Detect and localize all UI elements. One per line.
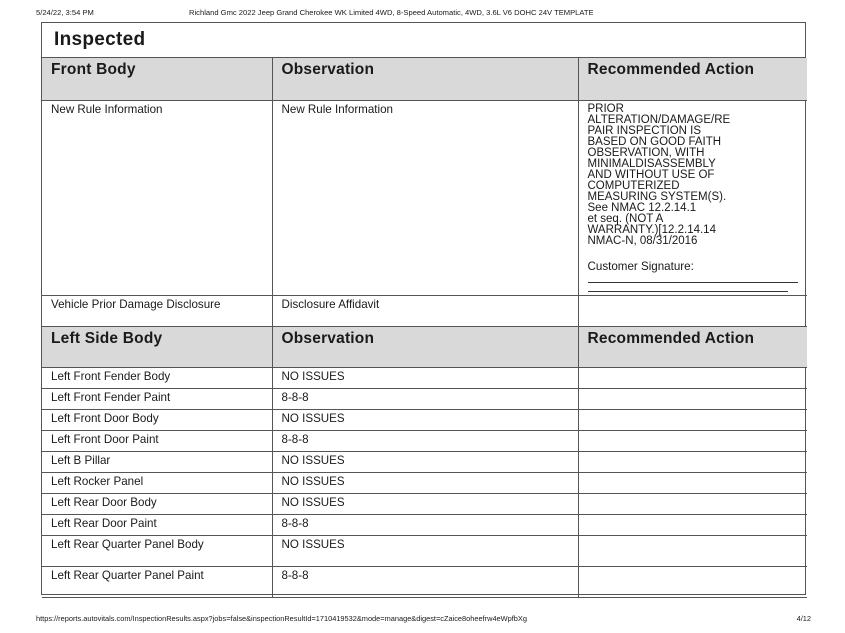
item-cell: New Rule Information [42, 100, 272, 295]
signature-line [588, 291, 788, 292]
recommended-action-cell [578, 430, 807, 451]
table-row [42, 388, 807, 409]
observation-cell: 8-8-8 [272, 388, 578, 409]
item-cell: Left Front Fender Body [42, 367, 272, 388]
front-body-header-row [42, 58, 807, 100]
observation-cell: NO ISSUES [272, 472, 578, 493]
source-url: https://reports.autovitals.com/InspectionResults.aspx?jobs=false&inspectionResultId=1710419532&mode=manage&digest=cZaice8oheefrw4eWpfbXg [36, 614, 527, 623]
item-cell: Vehicle Prior Damage Disclosure [42, 295, 272, 326]
recommended-action-cell [578, 388, 807, 409]
inspection-report [41, 22, 806, 595]
column-header-recommended-action: Recommended Action [578, 326, 807, 367]
table-row [42, 367, 807, 388]
observation-cell: NO ISSUES [272, 367, 578, 388]
table-row [42, 295, 807, 326]
recommended-action-cell [578, 100, 807, 295]
recommended-action-cell [578, 367, 807, 388]
item-cell: Left B Pillar [42, 451, 272, 472]
signature-label: Customer Signature: [587, 259, 694, 273]
observation-cell: Disclosure Affidavit [272, 295, 578, 326]
recommended-action-cell [578, 451, 807, 472]
document-title: Richland Gmc 2022 Jeep Grand Cherokee WK Limited 4WD, 8-Speed Automatic, 4WD, 3.6L V6 DOHC 24V TEMPLATE [189, 8, 594, 17]
table-row [42, 493, 807, 514]
observation-cell: NO ISSUES [272, 451, 578, 472]
inspection-table [42, 58, 807, 598]
table-row [42, 535, 807, 566]
column-header-recommended-action: Recommended Action [578, 58, 807, 100]
left-side-body-header-row [42, 326, 807, 367]
print-datetime: 5/24/22, 3:54 PM [36, 8, 94, 17]
recommended-action-cell [578, 472, 807, 493]
page-header [36, 8, 816, 20]
item-cell: Left Rear Door Body [42, 493, 272, 514]
recommended-action-cell [578, 566, 807, 597]
item-cell: Left Rear Quarter Panel Body [42, 535, 272, 566]
item-cell: Left Front Door Body [42, 409, 272, 430]
table-row [42, 430, 807, 451]
section-title: Inspected [42, 23, 805, 58]
item-cell: Left Rear Quarter Panel Paint [42, 566, 272, 597]
recommended-action-cell [578, 295, 807, 326]
table-row [42, 514, 807, 535]
observation-cell: NO ISSUES [272, 493, 578, 514]
recommended-action-cell [578, 514, 807, 535]
observation-cell: New Rule Information [272, 100, 578, 295]
column-header-observation: Observation [272, 58, 578, 100]
disclaimer-text: PRIOR ALTERATION/DAMAGE/RE PAIR INSPECTION IS BASED ON GOOD FAITH OBSERVATION, WITH MINIMALDISASSEMBLY AND WITHOUT USE OF COMPUTERIZED MEASURING SYSTEM(S). See NMAC 12.2.14.1 et seq. (NOT A WARRANTY.)[12.2.14.14 NMAC-N, 08/31/2016 [587, 102, 731, 247]
observation-cell: 8-8-8 [272, 514, 578, 535]
column-header-left-side-body: Left Side Body [42, 326, 272, 367]
table-row [42, 451, 807, 472]
item-cell: Left Front Door Paint [42, 430, 272, 451]
item-cell: Left Rear Door Paint [42, 514, 272, 535]
observation-cell: 8-8-8 [272, 430, 578, 451]
item-cell: Left Front Fender Paint [42, 388, 272, 409]
recommended-action-cell [578, 493, 807, 514]
signature-line [588, 282, 798, 283]
table-row [42, 100, 807, 295]
item-cell: Left Rocker Panel [42, 472, 272, 493]
observation-cell: NO ISSUES [272, 409, 578, 430]
observation-cell: 8-8-8 [272, 566, 578, 597]
table-row [42, 566, 807, 597]
recommended-action-cell [578, 535, 807, 566]
observation-cell: NO ISSUES [272, 535, 578, 566]
page-number: 4/12 [796, 614, 811, 623]
page-footer [36, 614, 811, 626]
recommended-action-cell [578, 409, 807, 430]
column-header-observation: Observation [272, 326, 578, 367]
table-row [42, 409, 807, 430]
table-row [42, 472, 807, 493]
column-header-front-body: Front Body [42, 58, 272, 100]
